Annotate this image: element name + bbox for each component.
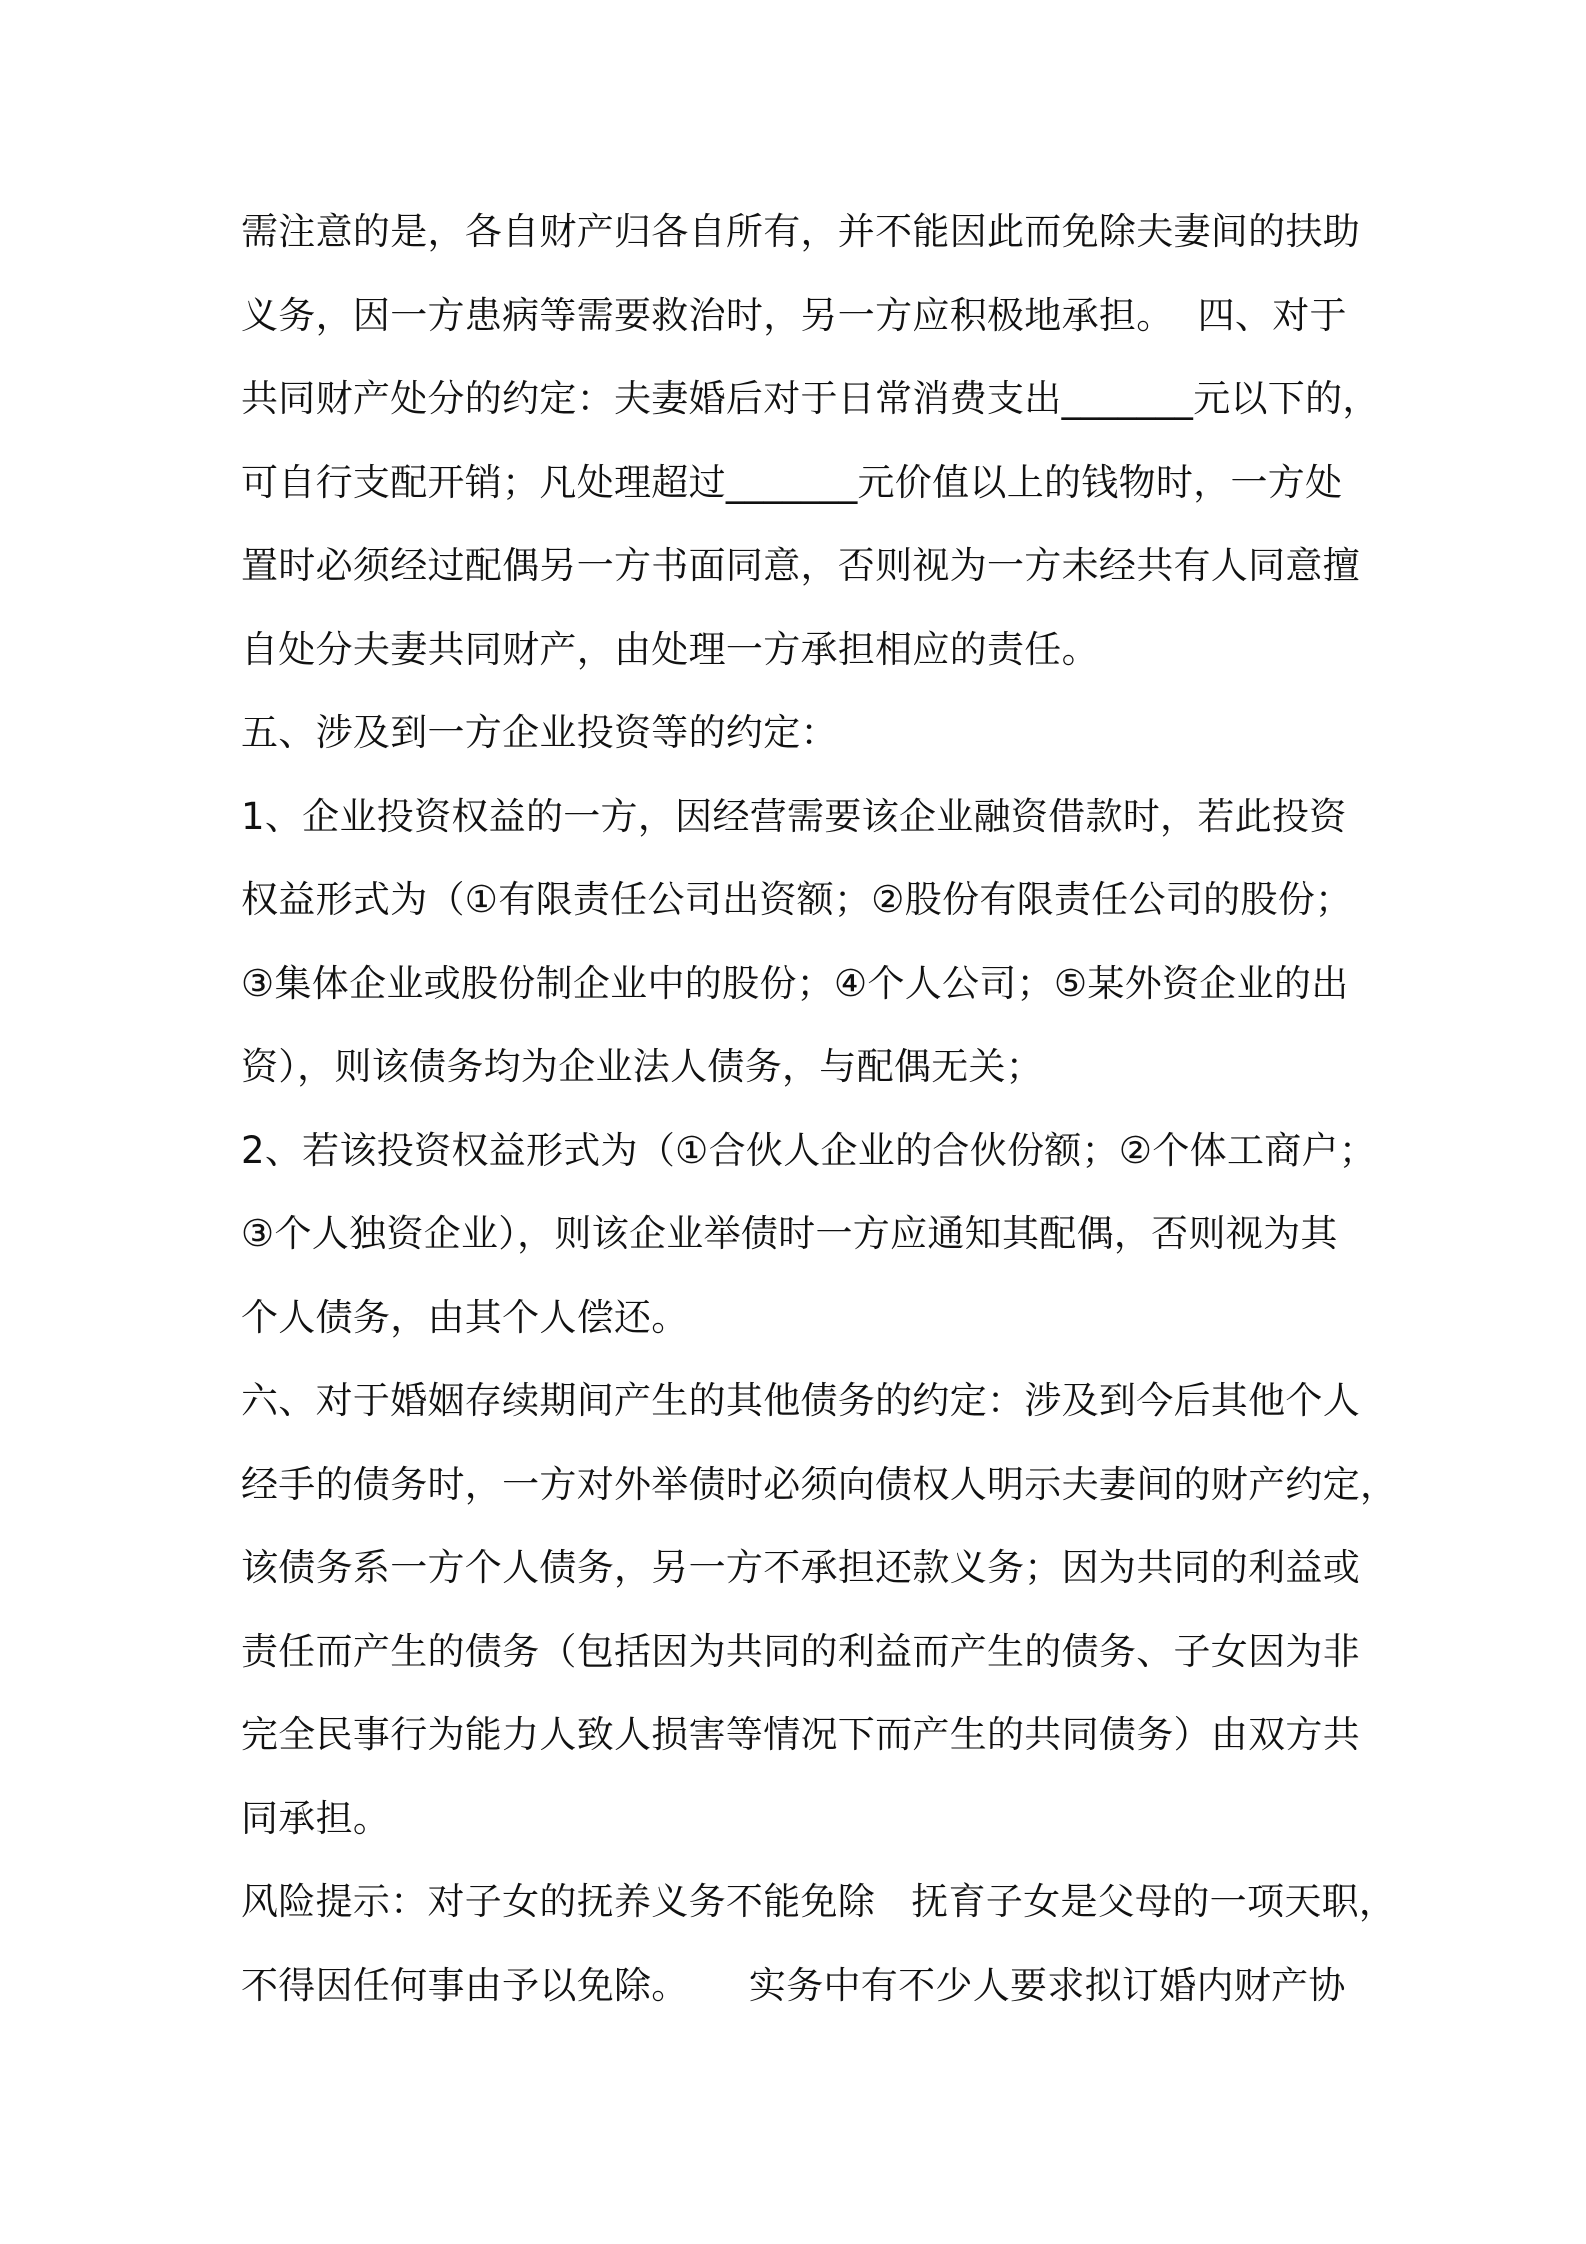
text-line: 个人债务，由其个人偿还。 bbox=[241, 1295, 689, 1339]
text-line: 置时必须经过配偶另一方书面同意，否则视为一方未经共有人同意擅 bbox=[241, 544, 1360, 587]
text-line: ③个人独资企业），则该企业举债时一方应通知其配偶，否则视为其 bbox=[241, 1212, 1338, 1255]
section-heading: 五、涉及到一方企业投资等的约定： bbox=[241, 711, 838, 754]
text-line: 风险提示：对子女的抚养义务不能免除 抚育子女是父母的一项天职， bbox=[241, 1880, 1397, 1923]
text-line: 共同财产处分的约定：夫妻婚后对于日常消费支出_______元以下的， bbox=[241, 377, 1380, 420]
text-line: 权益形式为（①有限责任公司出资额；②股份有限责任公司的股份； bbox=[241, 878, 1353, 921]
text-line: 该债务系一方个人债务，另一方不承担还款义务；因为共同的利益或 bbox=[241, 1546, 1360, 1589]
text-line: 六、对于婚姻存续期间产生的其他债务的约定：涉及到今后其他个人 bbox=[241, 1379, 1360, 1422]
text-line: 2、若该投资权益形式为（①合伙人企业的合伙份额；②个体工商户； bbox=[241, 1128, 1377, 1172]
text-line: 资），则该债务均为企业法人债务，与配偶无关； bbox=[241, 1045, 1044, 1088]
text-line: ③集体企业或股份制企业中的股份；④个人公司；⑤某外资企业的出 bbox=[241, 961, 1349, 1005]
text-line: 完全民事行为能力人致人损害等情况下而产生的共同债务）由双方共 bbox=[241, 1713, 1360, 1756]
text-line: 1、企业投资权益的一方，因经营需要该企业融资借款时，若此投资 bbox=[241, 794, 1347, 838]
document-body bbox=[241, 190, 1398, 2027]
text-line: 义务，因一方患病等需要救治时，另一方应积极地承担。 四、对于 bbox=[241, 293, 1347, 337]
text-line: 自处分夫妻共同财产，由处理一方承担相应的责任。 bbox=[241, 627, 1099, 671]
text-line: 责任而产生的债务（包括因为共同的利益而产生的债务、子女因为非 bbox=[241, 1629, 1360, 1673]
text-line: 可自行支配开销；凡处理超过_______元价值以上的钱物时，一方处 bbox=[241, 460, 1343, 504]
text-line: 需注意的是，各自财产归各自所有，并不能因此而免除夫妻间的扶助 bbox=[241, 210, 1360, 253]
text-line: 同承担。 bbox=[241, 1796, 391, 1840]
text-line: 不得因任何事由予以免除。 实务中有不少人要求拟订婚内财产协 bbox=[241, 1963, 1346, 2007]
text-line: 经手的债务时，一方对外举债时必须向债权人明示夫妻间的财产约定， bbox=[241, 1462, 1398, 1506]
